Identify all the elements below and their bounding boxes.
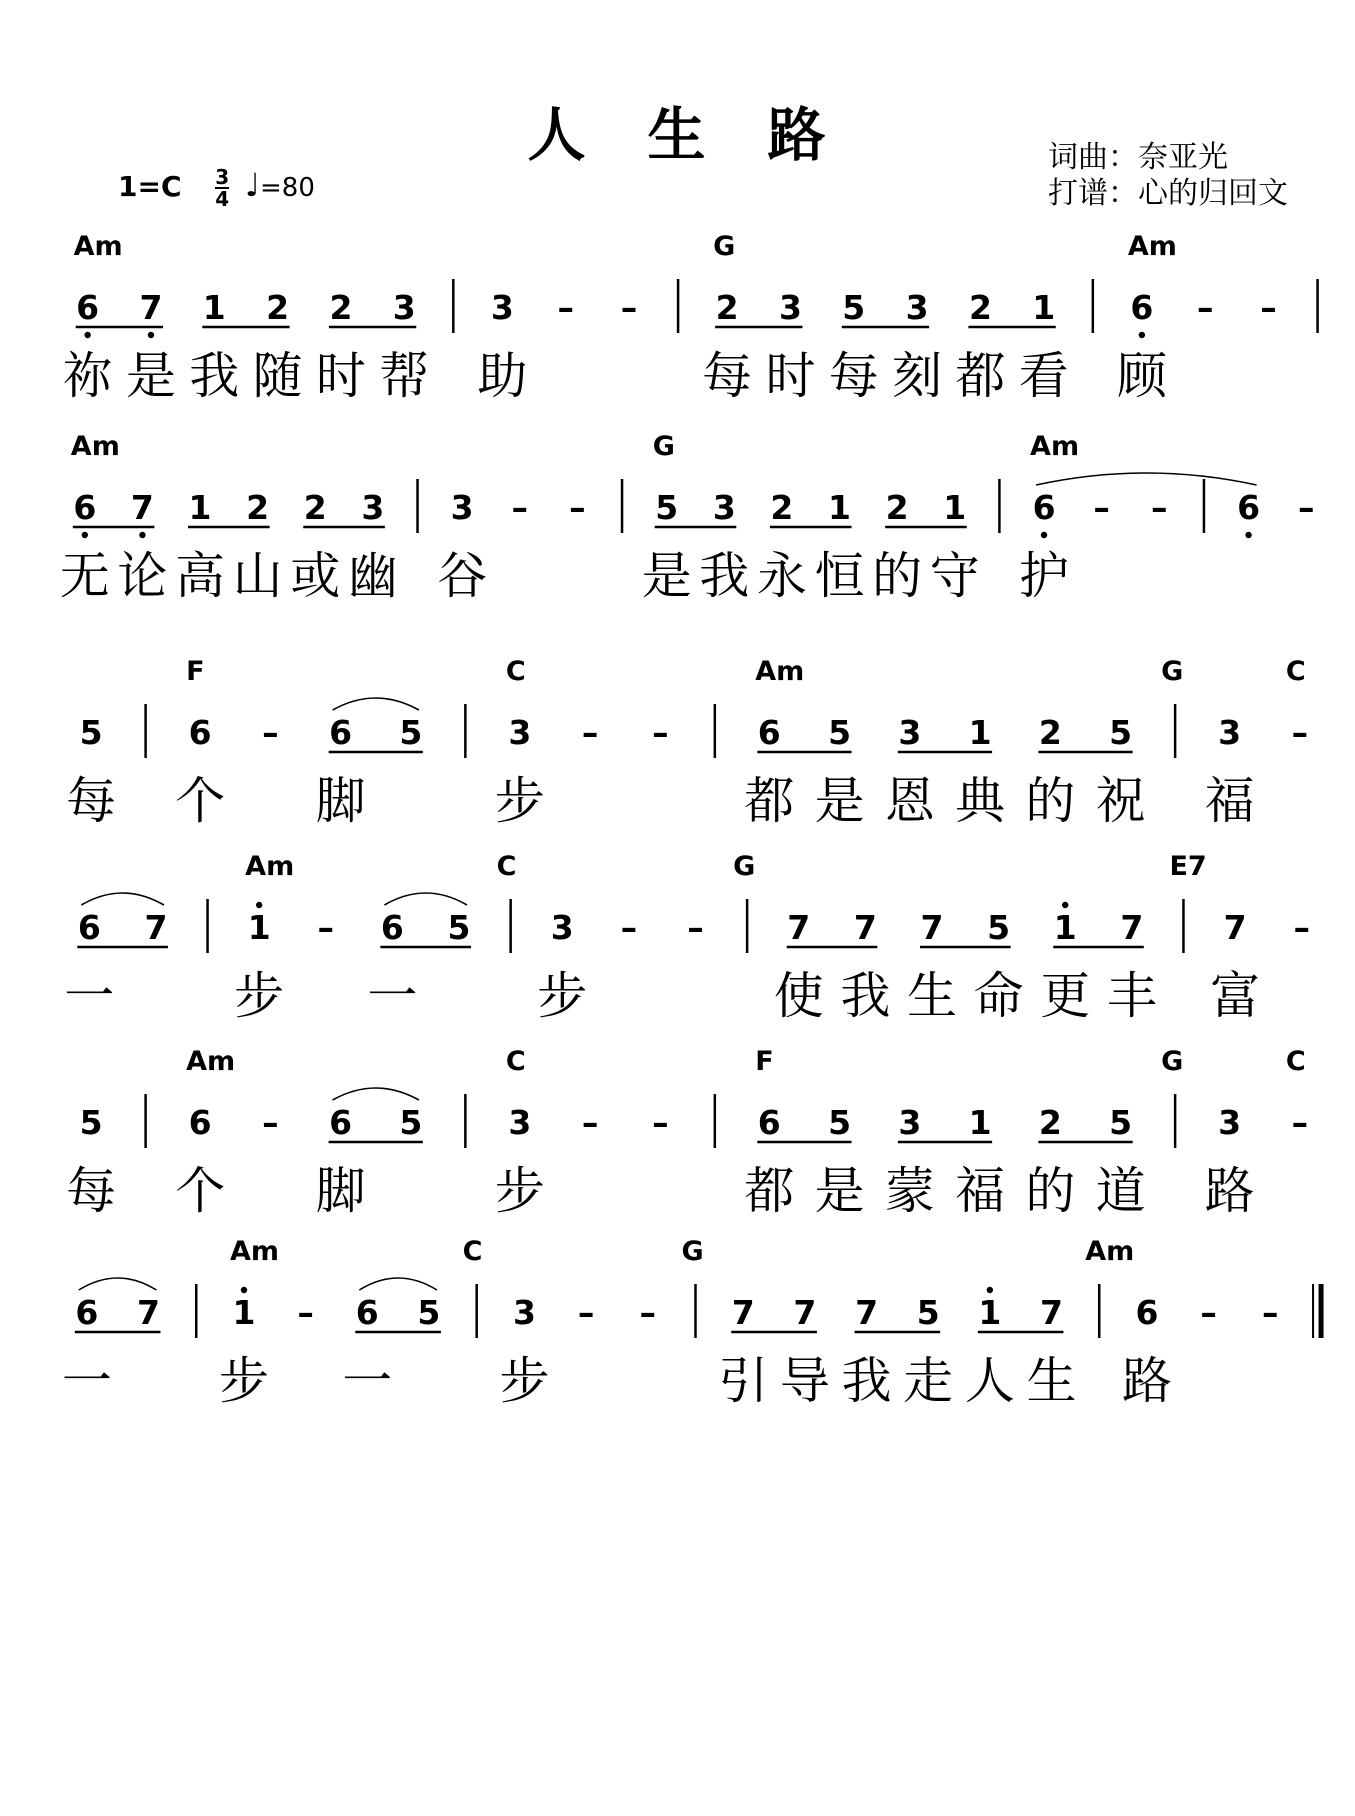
composer-credit: 词曲：奈亚光	[1048, 140, 1228, 175]
note-number: 5	[987, 908, 1011, 947]
lyric-char: 帮	[379, 347, 430, 405]
lyric-char: 每	[828, 347, 879, 405]
lyric-char: 幽	[347, 547, 398, 605]
lyric-char: 或	[290, 547, 341, 605]
chord-symbol: F	[186, 656, 205, 687]
chord-symbol: E7	[1169, 851, 1207, 882]
slur	[79, 1278, 157, 1290]
note-number: 7	[144, 908, 168, 947]
note-number: 1	[188, 488, 212, 527]
lyric-char: 路	[1122, 1352, 1173, 1410]
note-number: 6	[1032, 488, 1056, 527]
note-number: 1	[828, 488, 852, 527]
note-number: 5	[447, 908, 471, 947]
note-number: 6	[1135, 1293, 1159, 1332]
chord-symbol: G	[713, 231, 736, 262]
note-number: 2	[329, 288, 353, 327]
note-number: 7	[920, 908, 944, 947]
lyric-char: 福	[1204, 772, 1255, 830]
lyric-char: 恩	[884, 772, 935, 830]
lyric-char: 脚	[315, 772, 366, 830]
dash-extension: –	[581, 713, 599, 752]
low-octave-dot	[139, 532, 145, 538]
note-number: 5	[79, 1103, 103, 1142]
score-line	[63, 231, 1318, 405]
low-octave-dot	[84, 332, 90, 338]
note-number: 6	[1130, 288, 1154, 327]
score-line	[66, 1046, 1308, 1220]
lyric-char: 命	[973, 967, 1024, 1025]
chord-symbol: G	[681, 1236, 704, 1267]
lyric-char: 都	[955, 347, 1006, 405]
note-number: 3	[1218, 1103, 1242, 1142]
lyric-char: 都	[744, 1162, 795, 1220]
note-number: 3	[898, 1103, 922, 1142]
note-number: 7	[136, 1293, 160, 1332]
high-octave-dot	[256, 902, 262, 908]
lyric-char: 无	[59, 547, 110, 605]
lyric-char: 恒	[814, 547, 865, 605]
note-number: 6	[188, 713, 212, 752]
lyric-char: 论	[117, 547, 168, 605]
lyric-char: 路	[1204, 1162, 1255, 1220]
low-octave-dot	[82, 532, 88, 538]
lyric-char: 祝	[1095, 772, 1146, 830]
note-number: 3	[712, 488, 736, 527]
chord-symbol: Am	[70, 431, 120, 462]
note-number: 2	[266, 288, 290, 327]
lyric-char: 的	[1025, 772, 1076, 830]
note-number: 3	[508, 1103, 532, 1142]
note-number: 3	[508, 713, 532, 752]
lyric-char: 我	[841, 1352, 892, 1410]
note-number: 6	[329, 1103, 353, 1142]
time-denominator: 4	[215, 187, 230, 211]
lyric-char: 生	[1026, 1352, 1077, 1410]
dash-extension: –	[1262, 1293, 1279, 1332]
low-octave-dot	[1245, 532, 1251, 538]
transcriber-credit: 打谱：心的归回文	[1048, 176, 1288, 211]
chord-symbol: Am	[245, 851, 295, 882]
slur	[359, 1278, 437, 1290]
note-number: 2	[1038, 1103, 1062, 1142]
lyric-char: 个	[175, 1162, 226, 1220]
note-number: 6	[76, 288, 100, 327]
lyric-char: 一	[64, 967, 115, 1025]
lyric-char: 谷	[437, 547, 488, 605]
chord-symbol: C	[505, 656, 526, 687]
dash-extension: –	[297, 1293, 314, 1332]
note-number: 7	[793, 1293, 817, 1332]
note-number: 5	[842, 288, 866, 327]
lyric-char: 是	[814, 772, 865, 830]
note-number: 5	[1109, 713, 1133, 752]
high-octave-dot	[987, 1287, 993, 1293]
dash-extension: –	[687, 908, 704, 947]
lyric-char: 每	[66, 772, 117, 830]
note-number: 6	[757, 713, 781, 752]
song-title: 人 生 路	[527, 101, 828, 169]
note-number: 3	[905, 288, 929, 327]
note-number: 2	[715, 288, 739, 327]
chord-symbol: C	[1285, 656, 1306, 687]
slur	[333, 1088, 419, 1100]
note-number: 3	[550, 908, 574, 947]
lyric-char: 一	[342, 1352, 393, 1410]
lyric-char: 都	[744, 772, 795, 830]
lyric-char: 生	[906, 967, 957, 1025]
dash-extension: –	[1151, 488, 1168, 527]
note-number: 3	[450, 488, 474, 527]
score-line	[66, 656, 1308, 830]
note-number: 6	[1237, 488, 1261, 527]
note-number: 7	[853, 908, 877, 947]
lyric-char: 我	[699, 547, 750, 605]
note-number: 1	[943, 488, 967, 527]
note-number: 5	[79, 713, 103, 752]
lyric-char: 步	[537, 967, 588, 1025]
lyric-char: 人	[964, 1352, 1015, 1410]
chord-symbol: F	[755, 1046, 774, 1077]
note-number: 5	[399, 713, 423, 752]
lyric-char: 道	[1095, 1162, 1146, 1220]
lyric-char: 祢	[62, 347, 113, 405]
note-number: 1	[1032, 288, 1056, 327]
high-octave-dot	[241, 1287, 247, 1293]
tempo-value: =80	[260, 173, 315, 203]
score-line	[60, 431, 1315, 605]
lyric-char: 福	[955, 1162, 1006, 1220]
lyric-char: 时	[765, 347, 816, 405]
note-number: 7	[130, 488, 154, 527]
lyric-char: 个	[175, 772, 226, 830]
lyric-char: 蒙	[884, 1162, 935, 1220]
note-number: 3	[1218, 713, 1242, 752]
lyric-char: 一	[367, 967, 418, 1025]
quarter-note-icon: ♩	[244, 166, 261, 204]
dash-extension: –	[1260, 288, 1277, 327]
note-number: 2	[770, 488, 794, 527]
dash-extension: –	[639, 1293, 656, 1332]
slur	[384, 893, 467, 905]
chord-symbol: Am	[1085, 1236, 1135, 1267]
note-number: 1	[1053, 908, 1077, 947]
note-number: 5	[417, 1293, 441, 1332]
note-number: 6	[188, 1103, 212, 1142]
slur	[81, 893, 164, 905]
lyric-char: 导	[779, 1352, 830, 1410]
note-number: 7	[787, 908, 811, 947]
note-number: 7	[1223, 908, 1247, 947]
lyric-char: 典	[955, 772, 1006, 830]
dash-extension: –	[1291, 1103, 1309, 1142]
lyric-char: 使	[773, 967, 824, 1025]
lyric-char: 是	[125, 347, 176, 405]
lyric-char: 顾	[1116, 347, 1167, 405]
note-number: 5	[1109, 1103, 1133, 1142]
low-octave-dot	[1041, 532, 1047, 538]
key-signature: 1=C	[118, 170, 182, 203]
lyric-char: 步	[494, 1162, 545, 1220]
lyric-char: 我	[840, 967, 891, 1025]
note-number: 7	[731, 1293, 755, 1332]
dash-extension: –	[511, 488, 529, 527]
low-octave-dot	[1139, 332, 1145, 338]
dash-extension: –	[620, 288, 638, 327]
lyric-char: 每	[66, 1162, 117, 1220]
dash-extension: –	[1200, 1293, 1217, 1332]
chord-symbol: Am	[1127, 231, 1177, 262]
dash-extension: –	[262, 1103, 279, 1142]
lyric-char: 的	[1025, 1162, 1076, 1220]
note-number: 5	[828, 1103, 852, 1142]
note-number: 5	[399, 1103, 423, 1142]
lyric-char: 守	[929, 547, 980, 605]
lyric-char: 步	[494, 772, 545, 830]
note-number: 1	[247, 908, 271, 947]
note-number: 1	[978, 1293, 1002, 1332]
lyric-char: 永	[756, 547, 807, 605]
chord-symbol: G	[1161, 656, 1184, 687]
chord-symbol: Am	[1030, 431, 1080, 462]
chord-symbol: C	[1285, 1046, 1306, 1077]
chord-symbol: G	[733, 851, 756, 882]
chord-symbol: C	[462, 1236, 483, 1267]
chord-symbol: Am	[186, 1046, 236, 1077]
lyric-char: 助	[477, 347, 528, 405]
score-line	[62, 1236, 1321, 1410]
note-number: 7	[855, 1293, 879, 1332]
note-number: 6	[75, 1293, 99, 1332]
lyric-char: 每	[702, 347, 753, 405]
note-number: 5	[655, 488, 679, 527]
note-number: 1	[968, 1103, 992, 1142]
lyric-char: 更	[1040, 967, 1091, 1025]
slur	[1036, 473, 1257, 485]
note-number: 6	[757, 1103, 781, 1142]
note-number: 7	[139, 288, 163, 327]
lyric-char: 是	[814, 1162, 865, 1220]
dash-extension: –	[581, 1103, 599, 1142]
lyric-char: 高	[175, 547, 226, 605]
slur	[333, 698, 419, 710]
lyric-char: 护	[1019, 547, 1070, 605]
note-number: 1	[232, 1293, 256, 1332]
chord-symbol: Am	[229, 1236, 280, 1267]
score-line	[64, 851, 1310, 1025]
note-number: 3	[361, 488, 385, 527]
dash-extension: –	[557, 288, 574, 327]
note-number: 7	[1039, 1293, 1063, 1332]
note-number: 2	[1038, 713, 1062, 752]
chord-symbol: Am	[755, 656, 805, 687]
note-number: 1	[968, 713, 992, 752]
lyric-char: 一	[61, 1352, 112, 1410]
note-number: 3	[490, 288, 514, 327]
note-number: 7	[1120, 908, 1144, 947]
note-number: 5	[916, 1293, 940, 1332]
note-number: 6	[73, 488, 97, 527]
dash-extension: –	[652, 1103, 669, 1142]
dash-extension: –	[1196, 288, 1214, 327]
dash-extension: –	[1297, 488, 1315, 527]
lyric-char: 山	[232, 547, 283, 605]
chord-symbol: C	[505, 1046, 526, 1077]
low-octave-dot	[148, 332, 154, 338]
dash-extension: –	[652, 713, 669, 752]
chord-symbol: G	[652, 431, 675, 462]
note-number: 6	[380, 908, 404, 947]
dash-extension: –	[1093, 488, 1110, 527]
lyric-char: 步	[234, 967, 285, 1025]
note-number: 3	[898, 713, 922, 752]
lyric-char: 脚	[315, 1162, 366, 1220]
note-number: 2	[246, 488, 270, 527]
time-numerator: 3	[215, 165, 230, 189]
lyric-char: 随	[252, 347, 303, 405]
note-number: 3	[392, 288, 416, 327]
note-number: 5	[828, 713, 852, 752]
chord-symbol: G	[1161, 1046, 1184, 1077]
note-number: 6	[355, 1293, 379, 1332]
dash-extension: –	[317, 908, 335, 947]
note-number: 2	[885, 488, 909, 527]
note-number: 3	[778, 288, 802, 327]
lyric-char: 丰	[1106, 967, 1157, 1025]
dash-extension: –	[620, 908, 638, 947]
chord-symbol: Am	[73, 231, 123, 262]
dash-extension: –	[577, 1293, 595, 1332]
lyric-char: 看	[1018, 347, 1069, 405]
lyric-char: 是	[641, 547, 692, 605]
note-number: 3	[512, 1293, 536, 1332]
dash-extension: –	[1291, 713, 1309, 752]
dash-extension: –	[262, 713, 279, 752]
lyric-char: 引	[718, 1352, 769, 1410]
lyric-char: 的	[872, 547, 923, 605]
note-number: 2	[303, 488, 327, 527]
lyric-char: 我	[189, 347, 240, 405]
chord-symbol: C	[496, 851, 517, 882]
note-number: 6	[329, 713, 353, 752]
lyric-char: 富	[1210, 967, 1261, 1025]
high-octave-dot	[1062, 902, 1068, 908]
lyric-char: 刻	[892, 347, 943, 405]
note-number: 2	[968, 288, 992, 327]
lyric-char: 走	[903, 1352, 954, 1410]
note-number: 1	[202, 288, 226, 327]
note-number: 6	[77, 908, 101, 947]
dash-extension: –	[1293, 908, 1310, 947]
dash-extension: –	[569, 488, 586, 527]
lyric-char: 步	[499, 1352, 550, 1410]
lyric-char: 步	[218, 1352, 269, 1410]
lyric-char: 时	[315, 347, 366, 405]
